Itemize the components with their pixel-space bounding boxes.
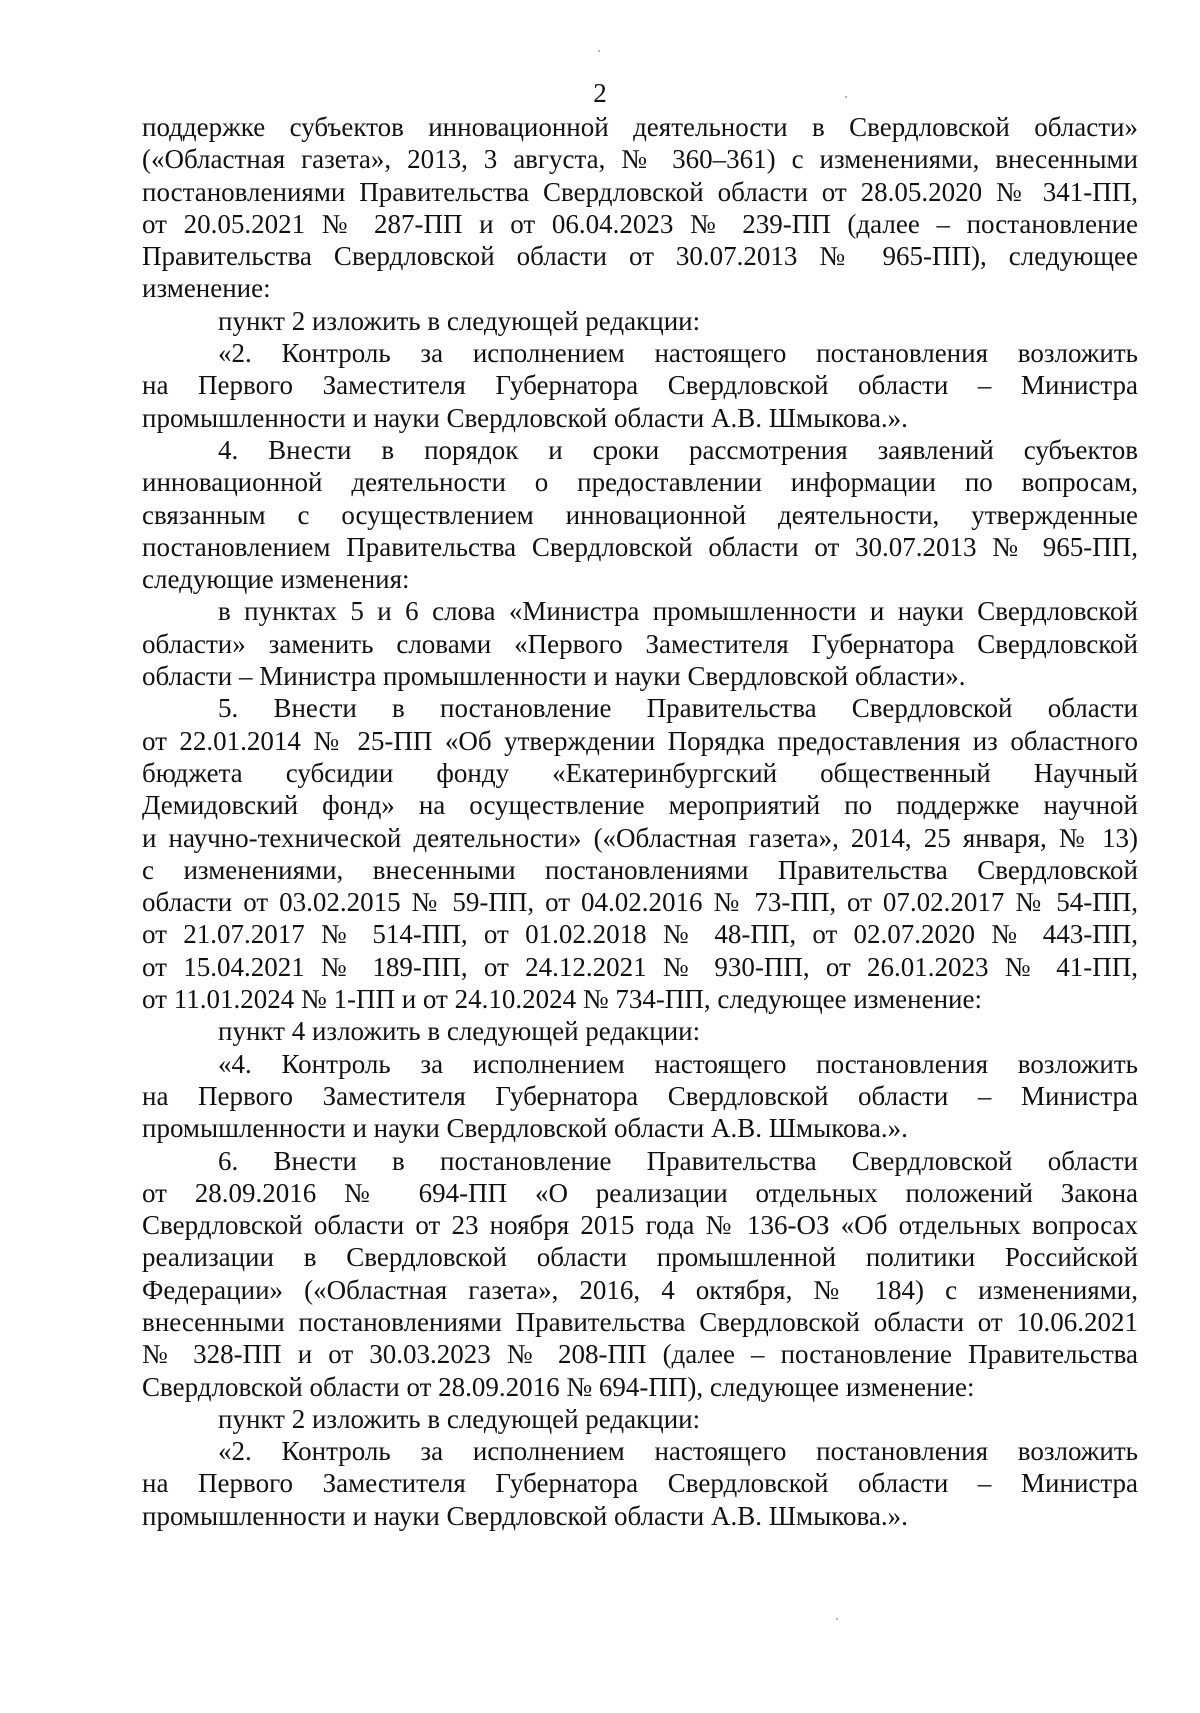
text-line: Федерации» («Областная газета», 2016, 4 октября, № 184) с изменениями, <box>142 1274 1138 1305</box>
text-line: поддержке субъектов инновационной деятельности в Свердловской области» <box>142 112 1138 142</box>
text-line: промышленности и науки Свердловской области А.В. Шмыкова.». <box>142 402 908 433</box>
text-line: бюджета субсидии фонду «Екатеринбургский общественный Научный <box>142 757 1138 788</box>
text-line: изменение: <box>142 273 271 304</box>
text-line: от 15.04.2021 № 189-ПП, от 24.12.2021 № 930-ПП, от 26.01.2023 № 41-ПП, <box>142 951 1138 982</box>
text-line: «2. Контроль за исполнением настоящего постановления возложить <box>218 1436 1138 1467</box>
text-line: постановлениями Правительства Свердловской области от 28.05.2020 № 341-ПП, <box>142 176 1138 207</box>
scan-speck <box>845 96 847 98</box>
text-line: 5. Внести в постановление Правительства Свердловской области <box>218 693 1138 724</box>
page-number: 2 <box>593 78 607 108</box>
text-line: инновационной деятельности о предоставлении информации по вопросам, <box>142 467 1138 498</box>
text-line: «2. Контроль за исполнением настоящего постановления возложить <box>218 338 1138 369</box>
text-line: Демидовский фонд» на осуществление мероприятий по поддержке научной <box>142 790 1138 821</box>
text-line: реализации в Свердловской области промышленной политики Российской <box>142 1242 1138 1273</box>
text-line: на Первого Заместителя Губернатора Свердловской области – Министра <box>142 1080 1138 1111</box>
scan-speck <box>836 1618 838 1620</box>
text-line: промышленности и науки Свердловской области А.В. Шмыкова.». <box>142 1113 908 1144</box>
text-line: с изменениями, внесенными постановлениями Правительства Свердловской <box>142 854 1138 885</box>
text-line: Правительства Свердловской области от 30.07.2013 № 965-ПП), следующее <box>142 241 1138 272</box>
text-line: области – Министра промышленности и науки Свердловской области». <box>142 661 966 692</box>
text-line: пункт 2 изложить в следующей редакции: <box>218 1403 701 1434</box>
text-line: пункт 2 изложить в следующей редакции: <box>218 305 701 336</box>
text-line: «4. Контроль за исполнением настоящего постановления возложить <box>218 1048 1138 1079</box>
text-line: от 28.09.2016 № 694-ПП «О реализации отдельных положений Закона <box>142 1177 1138 1208</box>
text-line: на Первого Заместителя Губернатора Свердловской области – Министра <box>142 1468 1138 1499</box>
text-line: от 21.07.2017 № 514-ПП, от 01.02.2018 № 48-ПП, от 02.07.2020 № 443-ПП, <box>142 919 1138 950</box>
text-line: в пунктах 5 и 6 слова «Министра промышленности и науки Свердловской <box>218 596 1138 627</box>
text-line: области от 03.02.2015 № 59-ПП, от 04.02.2016 № 73-ПП, от 07.02.2017 № 54-ПП, <box>142 887 1138 918</box>
text-line: Свердловской области от 28.09.2016 № 694-ПП), следующее изменение: <box>142 1371 975 1402</box>
text-line: пункт 4 изложить в следующей редакции: <box>218 1016 701 1047</box>
text-line: связанным с осуществлением инновационной деятельности, утвержденные <box>142 499 1138 530</box>
text-line: области» заменить словами «Первого Заместителя Губернатора Свердловской <box>142 628 1138 659</box>
text-line: постановлением Правительства Свердловской области от 30.07.2013 № 965-ПП, <box>142 531 1138 562</box>
text-line: от 20.05.2021 № 287-ПП и от 06.04.2023 № 239-ПП (далее – постановление <box>142 208 1138 239</box>
text-line: от 11.01.2024 № 1-ПП и от 24.10.2024 № 734-ПП, следующее изменение: <box>142 984 982 1015</box>
text-line: внесенными постановлениями Правительства Свердловской области от 10.06.2021 <box>142 1306 1138 1337</box>
text-line: на Первого Заместителя Губернатора Свердловской области – Министра <box>142 370 1138 401</box>
text-line: от 22.01.2014 № 25-ПП «Об утверждении Порядка предоставления из областного <box>142 725 1138 756</box>
text-line: и научно-технической деятельности» («Областная газета», 2014, 25 января, № 13) <box>142 822 1138 853</box>
text-line: следующие изменения: <box>142 564 410 595</box>
text-line: («Областная газета», 2013, 3 августа, № 360–361) с изменениями, внесенными <box>142 144 1138 175</box>
document-body <box>142 111 1138 1532</box>
text-line: промышленности и науки Свердловской области А.В. Шмыкова.». <box>142 1500 908 1531</box>
text-line: 4. Внести в порядок и сроки рассмотрения заявлений субъектов <box>218 434 1138 465</box>
scan-speck <box>598 50 600 52</box>
text-line: № 328-ПП и от 30.03.2023 № 208-ПП (далее – постановление Правительства <box>142 1339 1138 1370</box>
text-line: Свердловской области от 23 ноября 2015 года № 136-ОЗ «Об отдельных вопросах <box>142 1210 1138 1241</box>
text-line: 6. Внести в постановление Правительства Свердловской области <box>218 1145 1138 1176</box>
